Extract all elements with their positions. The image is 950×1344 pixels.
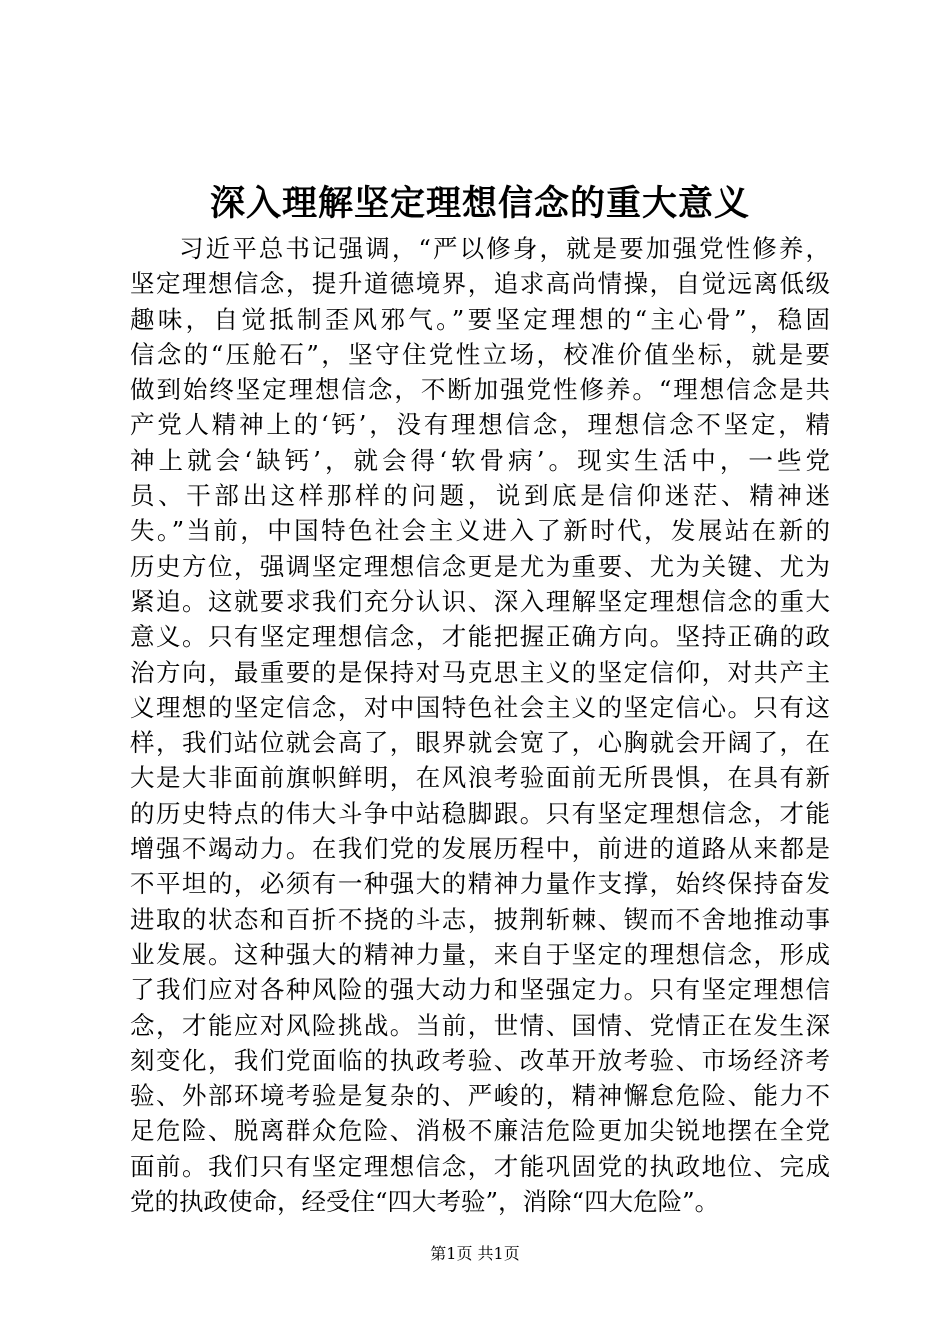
body-line: 紧迫。这就要求我们充分认识、深入理解坚定理想信念的重大 xyxy=(130,586,830,616)
body-line: 历史方位，强调坚定理想信念更是尤为重要、尤为关键、尤为 xyxy=(130,551,830,581)
body-line: 趣味，自觉抵制歪风邪气。”要坚定理想的“主心骨”，稳固 xyxy=(130,304,830,334)
body-line: 员、干部出这样那样的问题，说到底是信仰迷茫、精神迷 xyxy=(130,481,830,511)
document-title: 深入理解坚定理想信念的重大意义 xyxy=(209,183,750,224)
body-line: 进取的状态和百折不挠的斗志，披荆斩棘、锲而不舍地推动事 xyxy=(130,904,830,934)
body-line: 义理想的坚定信念，对中国特色社会主义的坚定信心。只有这 xyxy=(130,692,830,722)
body-line: 了我们应对各种风险的强大动力和坚强定力。只有坚定理想信 xyxy=(130,975,830,1005)
body-line: 的历史特点的伟大斗争中站稳脚跟。只有坚定理想信念，才能 xyxy=(130,798,830,828)
body-line: 产党人精神上的‘钙’，没有理想信念，理想信念不坚定，精 xyxy=(130,410,830,440)
body-line: 习近平总书记强调，“严以修身，就是要加强党性修养， xyxy=(179,234,830,263)
body-line: 治方向，最重要的是保持对马克思主义的坚定信仰，对共产主 xyxy=(130,657,830,687)
body-line: 大是大非面前旗帜鲜明，在风浪考验面前无所畏惧，在具有新 xyxy=(130,763,830,793)
body-line: 失。”当前，中国特色社会主义进入了新时代，发展站在新的 xyxy=(130,516,830,546)
body-line: 信念的“压舱石”，坚守住党性立场，校准价值坐标，就是要 xyxy=(130,339,830,369)
body-line: 业发展。这种强大的精神力量，来自于坚定的理想信念，形成 xyxy=(130,939,830,969)
body-line: 党的执政使命，经受住“四大考验”，消除“四大危险”。 xyxy=(130,1187,720,1217)
body-line: 刻变化，我们党面临的执政考验、改革开放考验、市场经济考 xyxy=(130,1045,830,1075)
body-line: 神上就会‘缺钙’，就会得‘软骨病’。现实生活中，一些党 xyxy=(130,445,830,475)
body-line: 增强不竭动力。在我们党的发展历程中，前进的道路从来都是 xyxy=(130,834,830,864)
body-line: 面前。我们只有坚定理想信念，才能巩固党的执政地位、完成 xyxy=(130,1151,830,1181)
body-line: 验、外部环境考验是复杂的、严峻的，精神懈怠危险、能力不 xyxy=(130,1081,830,1111)
body-line: 念，才能应对风险挑战。当前，世情、国情、党情正在发生深 xyxy=(130,1010,830,1040)
body-line: 样，我们站位就会高了，眼界就会宽了，心胸就会开阔了，在 xyxy=(130,728,830,758)
document-body xyxy=(130,231,830,1219)
body-line: 不平坦的，必须有一种强大的精神力量作支撑，始终保持奋发 xyxy=(130,869,830,899)
body-line: 坚定理想信念，提升道德境界，追求高尚情操，自觉远离低级 xyxy=(130,269,830,299)
body-line: 足危险、脱离群众危险、消极不廉洁危险更加尖锐地摆在全党 xyxy=(130,1116,830,1146)
body-line: 做到始终坚定理想信念，不断加强党性修养。“理想信念是共 xyxy=(130,375,830,405)
page-footer: 第1页 共1页 xyxy=(430,1244,520,1263)
body-line: 意义。只有坚定理想信念，才能把握正确方向。坚持正确的政 xyxy=(130,622,830,652)
